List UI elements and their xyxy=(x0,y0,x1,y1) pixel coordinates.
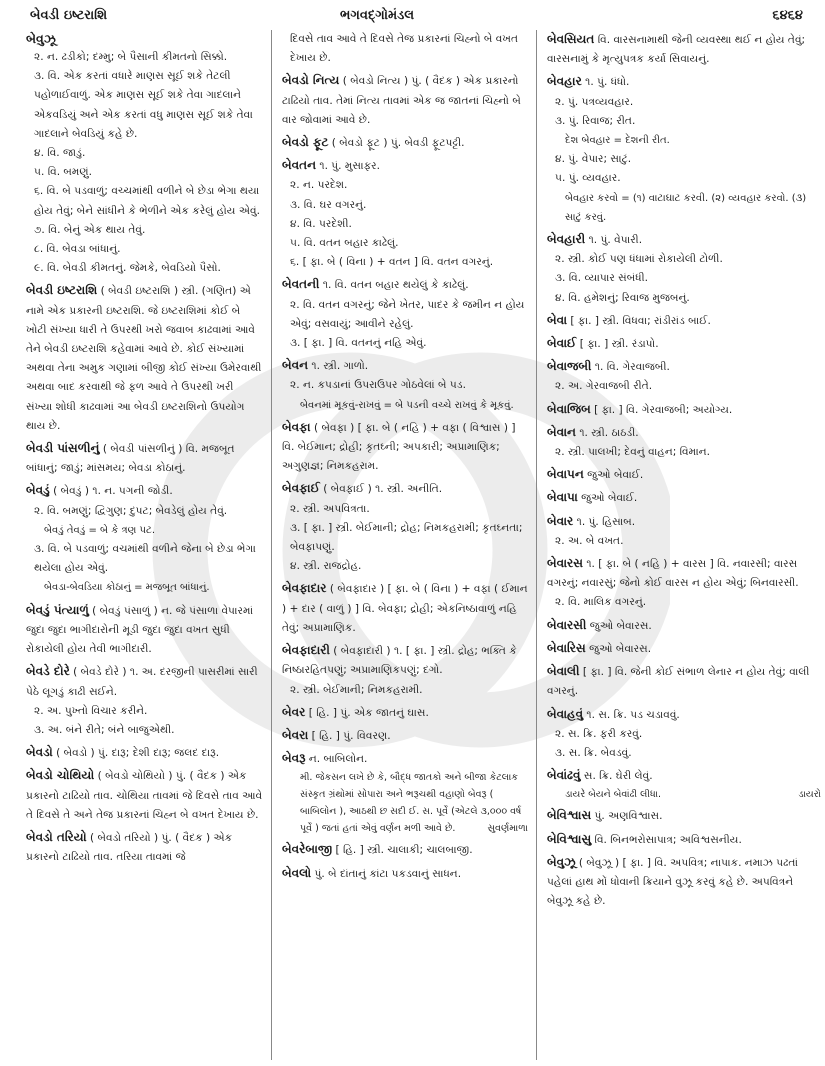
sense-text: ૯. વિ. બેવડી કીમતનું. જેમકે, બેવડિયો પૈસો. xyxy=(34,262,221,275)
sense-text: સ્ત્રી. (ગણિત) એ નામે એક પ્રકારની ઇષ્ટરાશિ. જે ઇષ્ટરાશિમાં કોઈ બે ખોટી સંખ્યા ધારી તે ઉપરથી ખરો જવાબ કાઢવામાં આવે તેને બેવડી ઇષ્ટરાશિ કહેવામાં આવે છે. કોઈ સંખ્યામાં અથવા તેના અમુક ગણામાં બીજી કોઈ સંખ્યા ઉમેરવાથી અથવા બાદ કરવાથી જે ફળ આવે તે ઉપરથી ખરી સંખ્યા શોધી કાઢવામાં આ બેવડી ઇષ્ટરાશિનો ઉપયોગ થાય છે. xyxy=(26,285,262,432)
entry-head-line xyxy=(547,766,821,786)
dictionary-entry xyxy=(282,275,528,353)
sense-text: ૩. પું. રિવાજ; રીત. xyxy=(555,114,636,127)
headword: બેવાજબી xyxy=(547,359,592,374)
sense-text: જુઓ બેવારસ. xyxy=(586,619,652,632)
dictionary-entry xyxy=(26,766,263,825)
headword: બેવફાદારી xyxy=(282,643,330,658)
headword: બેવારસી xyxy=(547,617,587,632)
pronunciation: ( બેવફા ) xyxy=(310,421,358,434)
pronunciation: ( બેવુઝૂ ) xyxy=(575,856,623,869)
entry-head-line xyxy=(282,641,528,680)
sense-text: ૨. સ્ત્રી. અપવિત્રતા. xyxy=(290,502,370,515)
entry-head-line xyxy=(26,743,263,763)
pronunciation: ( બેવફાઈ ) xyxy=(319,483,376,496)
citation-quote xyxy=(282,769,528,837)
headword: બેવતની xyxy=(282,277,320,292)
sense-text: ૪. વિ. પરદેશી. xyxy=(290,217,352,230)
entry-head-line xyxy=(282,418,528,477)
headword: બેવર xyxy=(282,704,306,719)
pronunciation: ( બેવફાદાર ) xyxy=(326,583,388,596)
sense-text: ૩. અ. બંને રીતે; બંને બાજુએથી. xyxy=(34,723,175,736)
quote-text: મી. જેકસન લખે છે કે, બૌદ્ધ જાતકો અને બીજા કેટલાક સંસ્કૃત ગ્રંથોમાં સોપારા અને ભરૂચથી વહાણો બેવરૂ ( બાબિલોન ), આઠથી છ સદી ઈ. સ. પૂર્વે (એટલે ૩,૦૦૦ વર્ષ પૂર્વે ) જતાં હતાં એવું વર્ણન મળી આવે છે. xyxy=(300,772,522,835)
page-number: ૬૪૬૪ xyxy=(772,8,803,23)
entry-head-line xyxy=(26,766,263,825)
sense-text: ૧. ન. પગની જોડી. xyxy=(92,485,173,498)
dictionary-entry xyxy=(547,230,821,308)
pronunciation: ( બેવડી પાંસળીનું ) xyxy=(99,443,186,456)
entry-head-line xyxy=(547,423,821,443)
sense-text: ૨. સ. ક્રિ. ફરી કરવું. xyxy=(555,727,643,740)
sense-text: ૧. [ ફા. બે ( નહિ ) + વારસ ] વિ. નવારસી; વારસ વગરનું; નવારસું; જેનો કોઈ વારસ ન હોય એવું; બિનવારસી. xyxy=(547,558,799,590)
pronunciation: ( બેવડો ) xyxy=(52,747,99,760)
dictionary-entry xyxy=(26,601,263,660)
entry-head-line xyxy=(282,356,528,376)
sense-text: પું. બે દાંતાનું કાંટા પકડવાનું સાધન. xyxy=(311,867,462,880)
sense-text: ૨. ન. પરદેશ. xyxy=(290,179,348,192)
headword: બેવડો તરિયો xyxy=(26,829,87,844)
headword: બેવરેબાજી xyxy=(282,842,333,857)
dictionary-entry xyxy=(282,579,528,638)
entry-head-line xyxy=(547,311,821,331)
sense-text: ૩. વિ. વ્યાપાર સંબંધી. xyxy=(555,272,649,285)
pronunciation: ( બેવડું ) xyxy=(49,485,93,498)
dictionary-entry xyxy=(282,418,528,477)
headword: બેવિશ્વાસ xyxy=(547,808,592,823)
headword: બેવડો નિત્ય xyxy=(282,73,340,88)
entry-head-line xyxy=(547,465,821,485)
sense-text: સ. ક્રિ. ઘેરી લેવું. xyxy=(580,770,653,783)
pronunciation: ( બેવડું પંસાળું ) xyxy=(88,604,162,617)
sense-text: વિ. વારસનામાથી જેની વ્યવસ્થા થઈ ન હોય તેવું; વારસનામું કે મૃત્યુપત્રક કર્યા સિવાયનું. xyxy=(547,34,806,66)
dictionary-entry xyxy=(282,479,528,576)
entry-head-line xyxy=(547,30,821,69)
sense-text: ૭. વિ. બેનું એક થાય તેવું. xyxy=(34,223,146,236)
entry-head-line xyxy=(547,230,821,250)
sense-text: ૪. સ્ત્રી. રાજદ્રોહ. xyxy=(290,560,362,573)
entry-head-line xyxy=(547,357,821,377)
sense-text: ૨. પું. પત્રવ્યવહાર. xyxy=(555,95,634,108)
entry-head-line xyxy=(26,601,263,660)
dictionary-entry xyxy=(26,662,263,740)
sense-text: ૩. [ ફા. ] વિ. વતનનું નહિ એવું. xyxy=(290,337,427,350)
quote-source: ડાયરો xyxy=(798,789,821,801)
dictionary-entry xyxy=(547,512,821,551)
pronunciation: ( બેવડો તરિયો ) xyxy=(86,831,162,844)
dictionary-entry xyxy=(26,743,263,763)
sense-text: પું. ( વૈદક ) એક પ્રકારનો ટાઢિયો તાવ. તરિયા તાવમાં જે xyxy=(26,831,233,864)
headword: બેવાપન xyxy=(547,467,584,482)
sense-text: ૫. પું. વ્યવહાર. xyxy=(555,172,621,185)
dictionary-entry xyxy=(547,616,821,636)
entry-head-line xyxy=(282,864,528,884)
dictionary-entry xyxy=(282,133,528,153)
sense-text: [ ફા. ] વિ. અપવિત્ર; નાપાક. નમાઝ પઢતાં પહેલાં હાથ મોં ધોવાની ક્રિયાને વુઝૂ કરવું કહે છે. અપવિત્રને બેવુઝૂ કહે છે. xyxy=(547,856,799,908)
dictionary-entry xyxy=(547,465,821,485)
entry-head-line xyxy=(547,72,821,92)
entry-head-line xyxy=(26,281,263,436)
sense-text: ૬. [ ફા. બે ( વિના ) + વતન ] વિ. વતન વગરનું. xyxy=(290,256,494,269)
running-head xyxy=(0,6,825,28)
dictionary-entry xyxy=(282,726,528,746)
entry-head-line xyxy=(282,275,528,295)
sense-text: ન. જે પંસાળા વેપારમાં જુદા જુદા ભાગીદારોની મૂડી જુદા જુદા વખત સુધી રોકાયેલી હોય તેવી ભાગીદારી. xyxy=(26,604,254,656)
dictionary-entry xyxy=(282,840,528,860)
sense-text: પું. ( વૈદક ) એક પ્રકારનો ટાઢિયો તાવ. તેમાં નિત્ય તાવમાં એક જ જાતનાં ચિહ્નો બે વાર જોવામાં આવે છે. xyxy=(282,75,521,126)
sense-text: ૧. વિ. ગેરવાજબી. xyxy=(591,361,670,374)
pronunciation: ( બેવફાદારી ) xyxy=(329,645,394,658)
column-3 xyxy=(537,30,821,1060)
sense-text: ૧. સ્ત્રી. ગાળો. xyxy=(308,360,369,373)
sense-text: [ હિ. ] પું. એક જાતનું ઘાસ. xyxy=(305,706,429,719)
sense-text: ૨. ન. ઢડીકો; દમ્મુ; બે પૈસાની કીમતનો સિક્કો. xyxy=(34,51,228,63)
pronunciation: ( બેવડો નિત્ય ) xyxy=(339,75,412,88)
guide-word: બેવડી ઇષ્ટરાશિ xyxy=(30,8,108,23)
entry-head-line xyxy=(547,806,821,826)
headword: બેવડું પંત્યાળું xyxy=(26,602,89,617)
entry-head-line xyxy=(547,512,821,532)
citation-quote xyxy=(547,786,821,803)
dictionary-entry xyxy=(547,72,821,227)
headword: બેવતન xyxy=(282,158,317,173)
headword: બેવાપા xyxy=(547,490,578,505)
entry-head-line xyxy=(282,71,528,130)
quote-text: ડાયરે બેયને બેવાંઢી લીધા. xyxy=(565,789,662,801)
sense-text: ૨. સ્ત્રી. બેઈમાની; નિમકહરામી. xyxy=(290,683,423,696)
usage-example: બેવડું તેવડું = બે કે ત્રણ પટ. xyxy=(44,524,155,536)
headword: બેવાજિબ xyxy=(547,401,591,416)
sense-text: [ ફા. ] વિ. ગેરવાજબી; અયોગ્ય. xyxy=(590,403,733,416)
dictionary-entry xyxy=(547,400,821,420)
dictionary-entry xyxy=(547,639,821,659)
entry-head-line xyxy=(282,133,528,153)
entry-head-line xyxy=(282,703,528,723)
entry-head-line xyxy=(282,479,528,499)
entry-head-line xyxy=(547,554,821,593)
column-2 xyxy=(271,30,537,1060)
dictionary-entry xyxy=(547,766,821,803)
dictionary-entry xyxy=(547,30,821,69)
headword: બેવલો xyxy=(282,865,312,880)
sense-text: ૧. પું. હિસાબ. xyxy=(573,515,636,528)
sense-text: જુઓ બેવારસ. xyxy=(585,642,652,655)
headword: બેવફાદાર xyxy=(282,581,327,596)
sense-text: ૩. વિ. બે પડવાળું; વચમાંથી વળીને જેના બે છેડા ભેગા થયેલા હોય એવું. xyxy=(34,543,256,575)
sense-text: [ હિ. ] પું. વિવરણ. xyxy=(308,729,391,742)
headword: બેવારસ xyxy=(547,556,583,571)
usage-example: બેવડા-બેવડિયા કોઠાનું = મજબૂત બાંધાનું. xyxy=(44,582,210,594)
sense-text: [ ફા. ] સ્ત્રી. રંડાપો. xyxy=(576,338,659,351)
sense-text: ૧. [ ફા. ] સ્ત્રી. દ્રોહ; ભક્તિ કે નિષ્ઠારહિતપણું; અપ્રામાણિકપણું; દગો. xyxy=(282,645,517,677)
headword: બેવાંઢવું xyxy=(547,768,581,783)
entry-head-line xyxy=(547,662,821,701)
headword: બેવુઝૂ xyxy=(547,854,576,869)
pronunciation: ( બેવડે દોરે ) xyxy=(69,666,130,679)
dictionary-entry xyxy=(26,48,263,278)
entry-head-line xyxy=(547,488,821,508)
headword: બેવડી પાંસળીનું xyxy=(26,441,100,456)
headword: બેવફા xyxy=(282,419,311,434)
sense-text: [ ફા. ] વિ. જેની કોઈ સંભાળ લેનાર ન હોય તેવું; વાલી વગરનું. xyxy=(547,666,810,698)
entry-head-line xyxy=(547,830,821,850)
entry-head-line xyxy=(547,639,821,659)
headword: બેવહારી xyxy=(547,232,586,247)
sense-text: ૧. સ્ત્રી. ઠાઠડી. xyxy=(576,426,639,439)
sense-text: ૮. વિ. બેવડા બાંધાનું. xyxy=(34,243,121,256)
column-guide-word: બેવુઝૂ xyxy=(26,31,56,46)
dictionary-entry xyxy=(26,481,263,597)
dictionary-entry xyxy=(547,705,821,764)
headword: બેવડી ઇષ્ટરાશિ xyxy=(26,283,98,298)
entry-head-line xyxy=(282,579,528,638)
sense-text: વિ. બિનભરોસાપાત્ર; અવિશ્વસનીય. xyxy=(591,833,742,846)
sense-text: [ ફા. ] સ્ત્રી. વિધવા; રાંડીરાંડ બાઈ. xyxy=(567,314,711,327)
entry-head-line xyxy=(26,828,263,867)
quote-source: સુવર્ણમાળા xyxy=(487,823,528,835)
headword: બેવાહવું xyxy=(547,706,584,721)
entry-head-line xyxy=(26,662,263,701)
dictionary-entry xyxy=(282,356,528,415)
dictionary-entry xyxy=(282,30,528,68)
dictionary-entry xyxy=(547,488,821,508)
dictionary-entry xyxy=(547,806,821,826)
dictionary-entry xyxy=(547,662,821,701)
pronunciation: ( બેવડો ચોથિયો ) xyxy=(94,770,176,783)
column-1 xyxy=(26,30,271,1060)
dictionary-columns xyxy=(26,30,821,1060)
sense-text: ૪. પું. વેપાર; સાટું. xyxy=(555,153,632,166)
sense-text: ૧. પું. મુસાફર. xyxy=(316,160,380,173)
entry-head-line xyxy=(282,749,528,769)
dictionary-entry xyxy=(547,423,821,462)
sense-text: દિવસે તાવ આવે તે દિવસે તેજ પ્રકારનાં ચિહ્નો બે વખત દેખાય છે. xyxy=(290,33,519,65)
sense-text: ૩. સ. ક્રિ. બેવડવું. xyxy=(555,746,632,759)
dictionary-entry xyxy=(547,334,821,354)
entry-head-line xyxy=(282,840,528,860)
sense-text: [ ફા. બે ( નહિ ) + વફા ( વિશ્વાસ ) ] વિ. બેઈમાન; દ્રોહી; કૃતઘ્ની; અપકારી; અપ્રામાણિક; અગુણજ્ઞ; નિમકહરામ. xyxy=(282,421,516,473)
dictionary-entry xyxy=(282,703,528,723)
sense-text: ન. બાબિલોન. xyxy=(305,753,368,766)
headword: બેવડો ચોથિયો xyxy=(26,768,95,783)
sense-text: ૩. વિ. ઘર વગરનું. xyxy=(290,198,367,211)
sense-text: ૬. વિ. બે પડવાળું; વચ્ચમાંથી વળીને બે છેડા ભેગા થયા હોય તેવું; બેને સાંધીને કે ભેળીને એક કરેલું હોય એવું. xyxy=(34,185,260,217)
sense-text: ૫. વિ. વતન બહાર કાઢેલું. xyxy=(290,237,399,250)
entry-head-line xyxy=(547,616,821,636)
sense-text: જુઓ બેવાઈ. xyxy=(577,492,638,505)
sense-text: ૧. પું. ધંધો. xyxy=(581,76,630,89)
headword: બેવા xyxy=(547,312,568,327)
dictionary-entry xyxy=(547,311,821,331)
entry-head-line xyxy=(282,156,528,176)
sense-text: પું. ( વૈદક ) એક પ્રકારનો ટાઢિયો તાવ. ચોથિયા તાવમાં જે દિવસે તાવ આવે તે દિવસે તે અને તેજ પ્રકારનાં ચિહ્ન બે વખત દેખાય છે. xyxy=(26,770,263,821)
sense-text: પું. અણવિશ્વાસ. xyxy=(591,810,663,823)
headword: બેવરૂ xyxy=(282,751,306,766)
headword: બેવરા xyxy=(282,727,309,742)
headword: બેવસિયત xyxy=(547,32,595,46)
headword: બેવારિસ xyxy=(547,640,586,655)
sense-text: ૨. સ્ત્રી. કોઈ પણ ધંધામાં રોકાયેલી ટોળી. xyxy=(555,253,723,266)
dictionary-entry xyxy=(547,853,821,912)
sense-text: જુઓ બેવાઈ. xyxy=(583,469,644,482)
headword: બેવાલી xyxy=(547,664,580,679)
sense-text: ૧. સ. ક્રિ. પડ ચડાવવું. xyxy=(583,708,680,721)
sense-text: ૫. વિ. બમણું. xyxy=(34,166,93,179)
dictionary-entry xyxy=(547,357,821,396)
headword: બેવાન xyxy=(547,424,576,439)
sense-text: પું. દારૂ; દેશી દારૂ; જલદ દારૂ. xyxy=(98,747,220,760)
headword: બેવફાઈ xyxy=(282,481,320,496)
usage-example: બેવહાર કરવો = (૧) વાટાઘાટ કરવી. (૨) વ્યવહાર કરવો. (૩) સાટું કરવું. xyxy=(565,192,807,223)
sense-text: ૨. વિ. બમણું; દ્વિગુણ; દુપટ; બેવડેલું હોય તેવું. xyxy=(34,504,228,517)
headword: બેવડે દોરે xyxy=(26,664,70,679)
dictionary-entry xyxy=(547,830,821,850)
dictionary-entry xyxy=(282,641,528,700)
dictionary-entry xyxy=(26,439,263,478)
sense-text: ૩. વિ. એક કરતાં વધારે માણસ સૂઈ શકે તેટલી પહોળાઈવાળું. એક માણસ સૂઈ શકે તેવા ગાદલાને એકવડિયું અને એક કરતાં વધુ માણસ સૂઈ શકે તેવા ગાદલાને બેવડિયું કહે છે. xyxy=(34,70,253,140)
sense-text: ૪. વિ. હમેશનું; રિવાજ મુજબનું. xyxy=(555,291,690,304)
pronunciation: ( બેવડો ફૂટ ) xyxy=(328,137,391,150)
usage-example: દેશ બેવહાર = દેશની રીત. xyxy=(565,135,670,147)
sense-text: ૨. વિ. વતન વગરનું; જેને ખેતર, પાદર કે જમીન ન હોય એવું; વસવાયું; આવીને રહેલું. xyxy=(290,298,525,330)
sense-text: [ ફા. બે ( વિના ) + વફા ( ઈમાન ) + દાર ( વાળું ) ] વિ. બેવફા; દ્રોહી; એકનિષ્ઠાવાળું નહિ તેવું; અપ્રામાણિક. xyxy=(282,583,528,634)
headword: બેવડો ફૂટ xyxy=(282,135,329,150)
entry-head-line xyxy=(26,439,263,478)
sense-text: ૨. અ. બે વખત. xyxy=(555,534,624,547)
headword: બેવહાર xyxy=(547,74,582,89)
entry-head-line xyxy=(282,726,528,746)
headword: બેવિશ્વાસુ xyxy=(547,831,592,846)
dictionary-entry xyxy=(282,864,528,884)
entry-head-line xyxy=(26,481,263,501)
headword: બેવાર xyxy=(547,513,574,528)
sense-text: વિ. મજબૂત બાંધાનું; જાડું; માંસમય; બેવડા કોઠાનું. xyxy=(26,443,235,475)
sense-text: ૧. વિ. વતન બહાર થયેલું કે કાઢેલું. xyxy=(319,279,469,292)
entry-head-line xyxy=(547,334,821,354)
sense-text: ૧. પું. વેપારી. xyxy=(585,234,643,247)
dictionary-entry xyxy=(26,828,263,867)
entry-head-line xyxy=(547,853,821,912)
headword: બેવડું xyxy=(26,483,50,498)
sense-text: ૨. ન. કપડાનાં ઉપરાઉપર ગોઠવેલાં બે પડ. xyxy=(290,379,466,392)
sense-text: ૧. અ. દરજીની પાસરીમાં સારી પેઠે લૂગડું કાઢી સઈને. xyxy=(26,666,258,698)
sense-text: ૧. સ્ત્રી. અનીતિ. xyxy=(375,483,443,496)
headword: બેવાઈ xyxy=(547,336,577,351)
sense-text: પું. બેવડી ફૂટપટ્ટી. xyxy=(390,137,465,150)
sense-text: ૨. અ. પુખ્તો વિચાર કરીને. xyxy=(34,704,148,717)
sense-text: ૨. અ. ગેરવાજબી રીતે. xyxy=(555,380,653,393)
sense-text: ૨. સ્ત્રી. પાલખી; દેવનું વાહન; વિમાન. xyxy=(555,446,710,459)
entry-head-line xyxy=(547,705,821,725)
entry-head-line xyxy=(547,400,821,420)
dictionary-entry xyxy=(282,749,528,837)
headword: બેવન xyxy=(282,358,309,373)
dictionary-entry xyxy=(547,554,821,613)
dictionary-entry xyxy=(26,281,263,436)
dictionary-entry xyxy=(282,156,528,272)
sense-text: ૩. [ ફા. ] સ્ત્રી. બેઈમાની; દ્રોહ; નિમકહરામી; કૃતઘ્નતા; બેવફાપણું. xyxy=(290,521,523,554)
sense-text: [ હિ. ] સ્ત્રી. ચાલાકી; ચાલબાજી. xyxy=(332,844,473,857)
sense-text: ૨. વિ. માલિક વગરનું. xyxy=(555,596,647,609)
book-title: ભગવદ્ગોમંડલ xyxy=(340,8,415,23)
headword: બેવડો xyxy=(26,745,53,760)
pronunciation: ( બેવડી ઇષ્ટરાશિ ) xyxy=(97,285,182,298)
dictionary-entry xyxy=(282,71,528,130)
usage-example: બેવનમાં મૂકવું-રાખવું = બે પડની વચ્ચે રાખવું કે મૂકવું. xyxy=(300,399,514,411)
sense-text: ૪. વિ. જાડું. xyxy=(34,147,86,160)
